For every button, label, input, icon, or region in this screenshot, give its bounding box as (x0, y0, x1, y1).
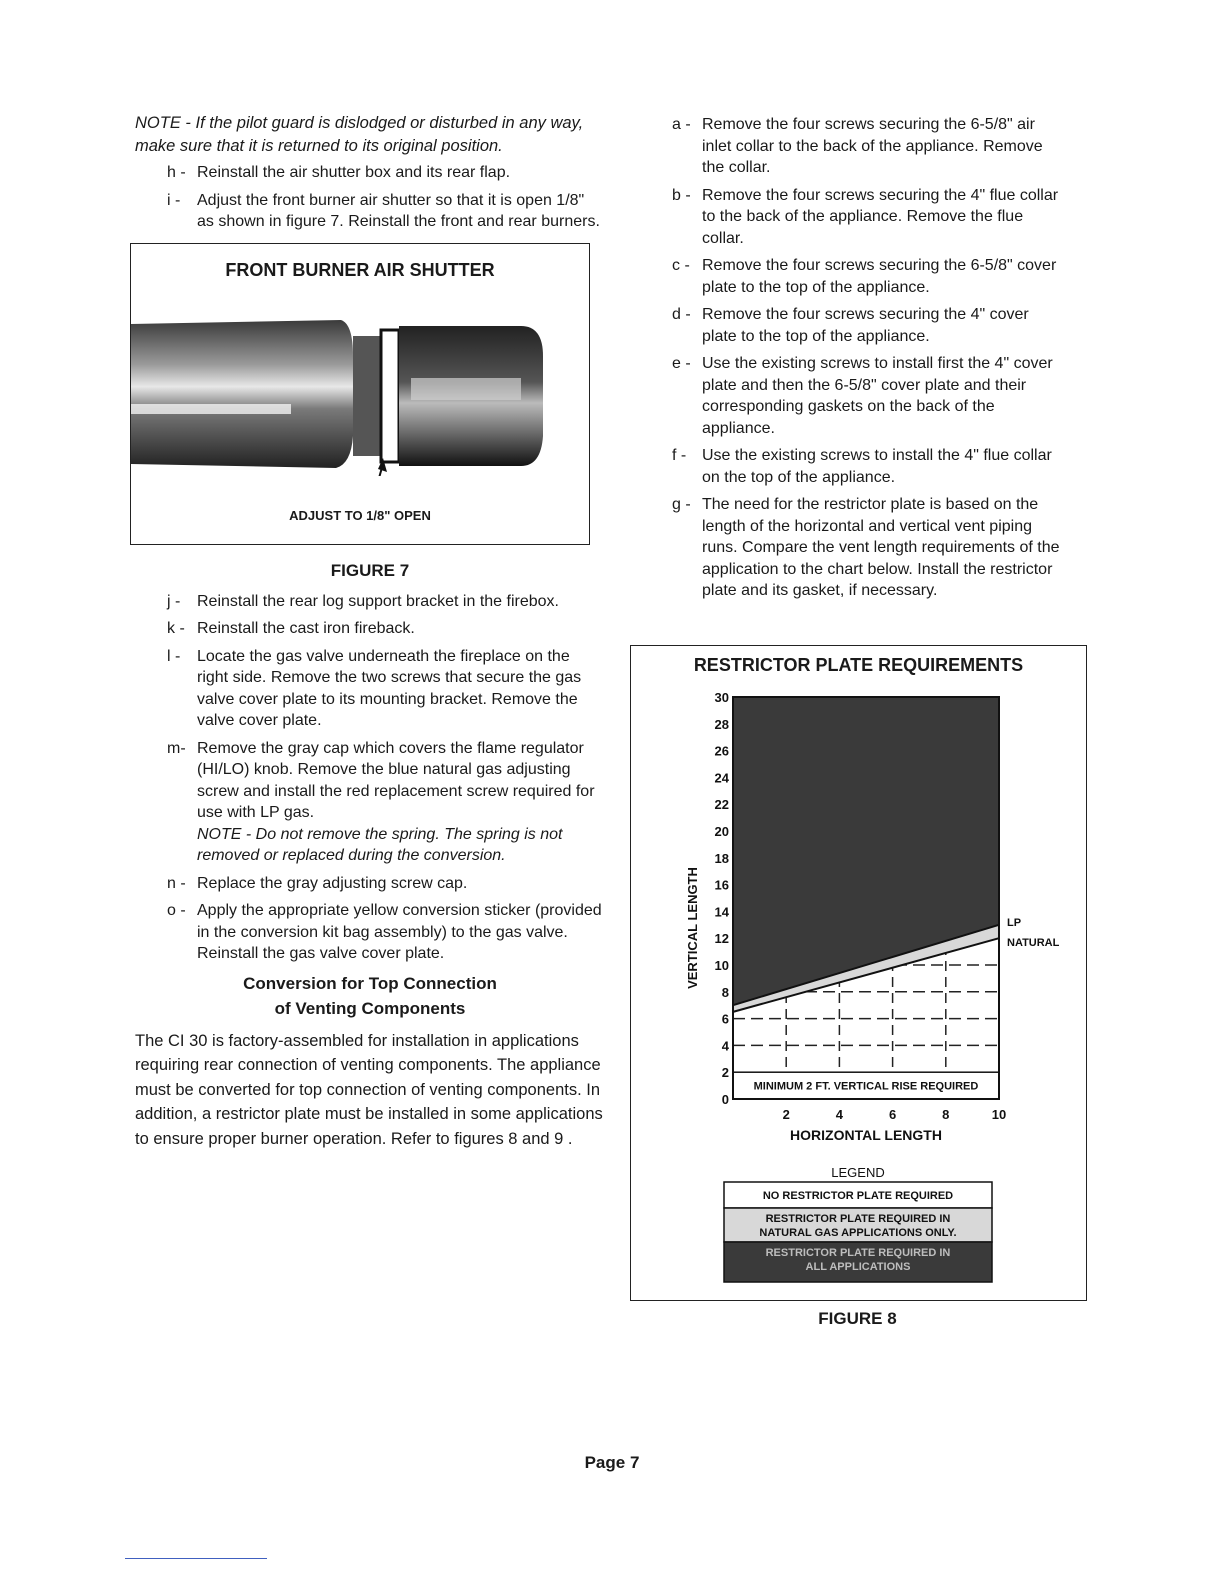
step-letter: f - (672, 447, 687, 464)
y-tick-label: 28 (714, 716, 729, 732)
y-axis-label: VERTICAL LENGTH (685, 867, 700, 989)
y-tick-label: 30 (714, 690, 729, 705)
right-column (672, 114, 1062, 608)
figure-8-box (630, 645, 1087, 1301)
y-tick-label: 18 (714, 850, 729, 866)
page-number: Page 7 (584, 1453, 640, 1472)
figure-8-caption: FIGURE 8 (818, 1309, 897, 1328)
step-text: Use the existing screws to install the 4" flue collar on the top of the appliance. (702, 447, 1052, 486)
figure-7-callout: ADJUST TO 1/8" OPEN (289, 507, 431, 523)
step-text: Remove the four screws securing the 4" flue collar to the back of the appliance. Remove the flue collar. (702, 186, 1059, 247)
step-text: The need for the restrictor plate is based on the length of the horizontal and vertical vent piping runs. Compare the vent length requirements of the application to the chart below. Install the restrictor plate and its gasket, if necessary. (702, 496, 1060, 599)
step-text: Reinstall the air shutter box and its rear flap. (197, 164, 511, 181)
y-tick-label: 20 (714, 824, 729, 839)
step-text: Reinstall the rear log support bracket in the firebox. (197, 592, 559, 610)
y-tick-label: 6 (721, 1011, 729, 1027)
y-tick-label: 26 (714, 743, 729, 759)
left-column (135, 112, 605, 1151)
x-tick-label: 8 (942, 1107, 950, 1122)
heading-line-1: Conversion for Top Connection (243, 973, 497, 993)
step-letter: k - (167, 620, 185, 637)
y-tick-label: 24 (714, 770, 729, 786)
step-h (167, 162, 605, 184)
step-text: Locate the gas valve underneath the fireplace on the right side. Remove the two screws that secure the gas valve cover plate to its mounting bracket. Remove the valve cover plate. (197, 647, 582, 729)
pilot-guard-note: NOTE - If the pilot guard is dislodged or disturbed in any way, make sure that it is returned to its original position. (135, 114, 584, 155)
x-tick-label: 2 (782, 1107, 790, 1122)
step-letter: o - (167, 902, 186, 919)
figure-7-title: FRONT BURNER AIR SHUTTER (225, 259, 495, 280)
step-letter: e - (672, 355, 691, 372)
legend-label-line: RESTRICTOR PLATE REQUIRED IN (765, 1213, 951, 1225)
y-tick-label: 10 (714, 958, 729, 973)
conversion-paragraph: The CI 30 is factory-assembled for installation in applications requiring rear connection of venting components. The appliance must be converted for top connection of venting components. In addition, a restrictor plate must be installed in some applications to ensure proper burner operation. Refer to figures 8 and 9 . (135, 1031, 603, 1148)
step-b (672, 185, 1062, 250)
x-tick-label: 6 (888, 1107, 897, 1122)
restrictor-chart (631, 646, 1086, 1300)
legend-label-line: RESTRICTOR PLATE REQUIRED IN (765, 1247, 951, 1259)
footer-rule (125, 1558, 267, 1559)
figure-7-caption: FIGURE 7 (330, 560, 410, 580)
step-letter: i - (167, 191, 181, 209)
step-text: Remove the gray cap which covers the flame regulator (HI/LO) knob. Remove the blue natural gas adjusting screw and install the red replacement screw required for use with LP gas. (197, 739, 595, 821)
section-heading (135, 971, 605, 1021)
air-shutter-photo (131, 316, 586, 476)
step-l (167, 646, 605, 732)
step-letter: n - (167, 874, 186, 892)
step-j (167, 591, 605, 613)
y-tick-label: 8 (721, 984, 729, 1000)
step-text: Replace the gray adjusting screw cap. (197, 874, 468, 892)
series-label-lp: LP (1007, 916, 1022, 929)
min-rise-annotation: MINIMUM 2 FT. VERTICAL RISE REQUIRED (753, 1080, 979, 1093)
step-letter: m- (167, 739, 186, 757)
step-g (672, 494, 1062, 602)
chart-title: RESTRICTOR PLATE REQUIREMENTS (693, 655, 1024, 675)
y-tick-label: 16 (714, 877, 729, 893)
step-text: Adjust the front burner air shutter so that it is open 1/8" as shown in figure 7. Reinstall the front and rear burners. (197, 191, 600, 230)
series-label-natural: NATURAL (1007, 937, 1060, 950)
step-letter: h - (167, 164, 186, 181)
legend-label-line: ALL APPLICATIONS (805, 1261, 911, 1273)
step-letter: l - (167, 647, 181, 665)
heading-line-2: of Venting Components (274, 998, 466, 1018)
step-d (672, 304, 1062, 347)
step-letter: a - (672, 116, 691, 133)
legend-label: NO RESTRICTOR PLATE REQUIRED (762, 1190, 954, 1202)
spring-note: NOTE - Do not remove the spring. The spring is not removed or replaced during the conversion. (197, 825, 563, 864)
step-text: Remove the four screws securing the 6-5/8" cover plate to the top of the appliance. (702, 257, 1057, 296)
legend-label-line: NATURAL GAS APPLICATIONS ONLY. (759, 1227, 957, 1239)
x-tick-label: 4 (835, 1107, 844, 1122)
y-tick-label: 2 (721, 1065, 729, 1081)
figure-7-box (130, 243, 590, 545)
x-axis-label: HORIZONTAL LENGTH (790, 1127, 942, 1143)
step-text: Remove the four screws securing the 6-5/8" air inlet collar to the back of the appliance. Remove the collar. (702, 116, 1043, 176)
step-letter: b - (672, 186, 691, 204)
step-a (672, 114, 1062, 179)
y-tick-label: 12 (714, 931, 729, 947)
step-text: Remove the four screws securing the 4" cover plate to the top of the appliance. (702, 306, 1029, 345)
step-letter: j - (167, 592, 181, 610)
step-m (167, 738, 605, 867)
y-tick-label: 14 (714, 904, 729, 920)
x-tick-label: 10 (991, 1107, 1007, 1122)
step-i (167, 190, 605, 233)
step-c (672, 255, 1062, 298)
step-text: Apply the appropriate yellow conversion sticker (provided in the conversion kit bag assembly) to the gas valve. Reinstall the gas valve cover plate. (197, 902, 602, 962)
step-text: Use the existing screws to install first the 4" cover plate and then the 6-5/8" cover plate and their corresponding gaskets on the back of the appliance. (702, 355, 1053, 437)
step-f (672, 445, 1062, 488)
step-letter: d - (672, 306, 691, 323)
step-e (672, 353, 1062, 439)
y-tick-label: 4 (721, 1038, 729, 1054)
step-letter: c - (672, 257, 690, 274)
step-n (167, 873, 605, 895)
y-tick-label: 0 (721, 1092, 729, 1107)
step-k (167, 618, 605, 640)
step-o (167, 900, 605, 965)
legend-title: LEGEND (831, 1165, 885, 1180)
step-letter: g - (672, 496, 691, 513)
step-text: Reinstall the cast iron fireback. (197, 620, 415, 637)
y-tick-label: 22 (714, 797, 729, 813)
